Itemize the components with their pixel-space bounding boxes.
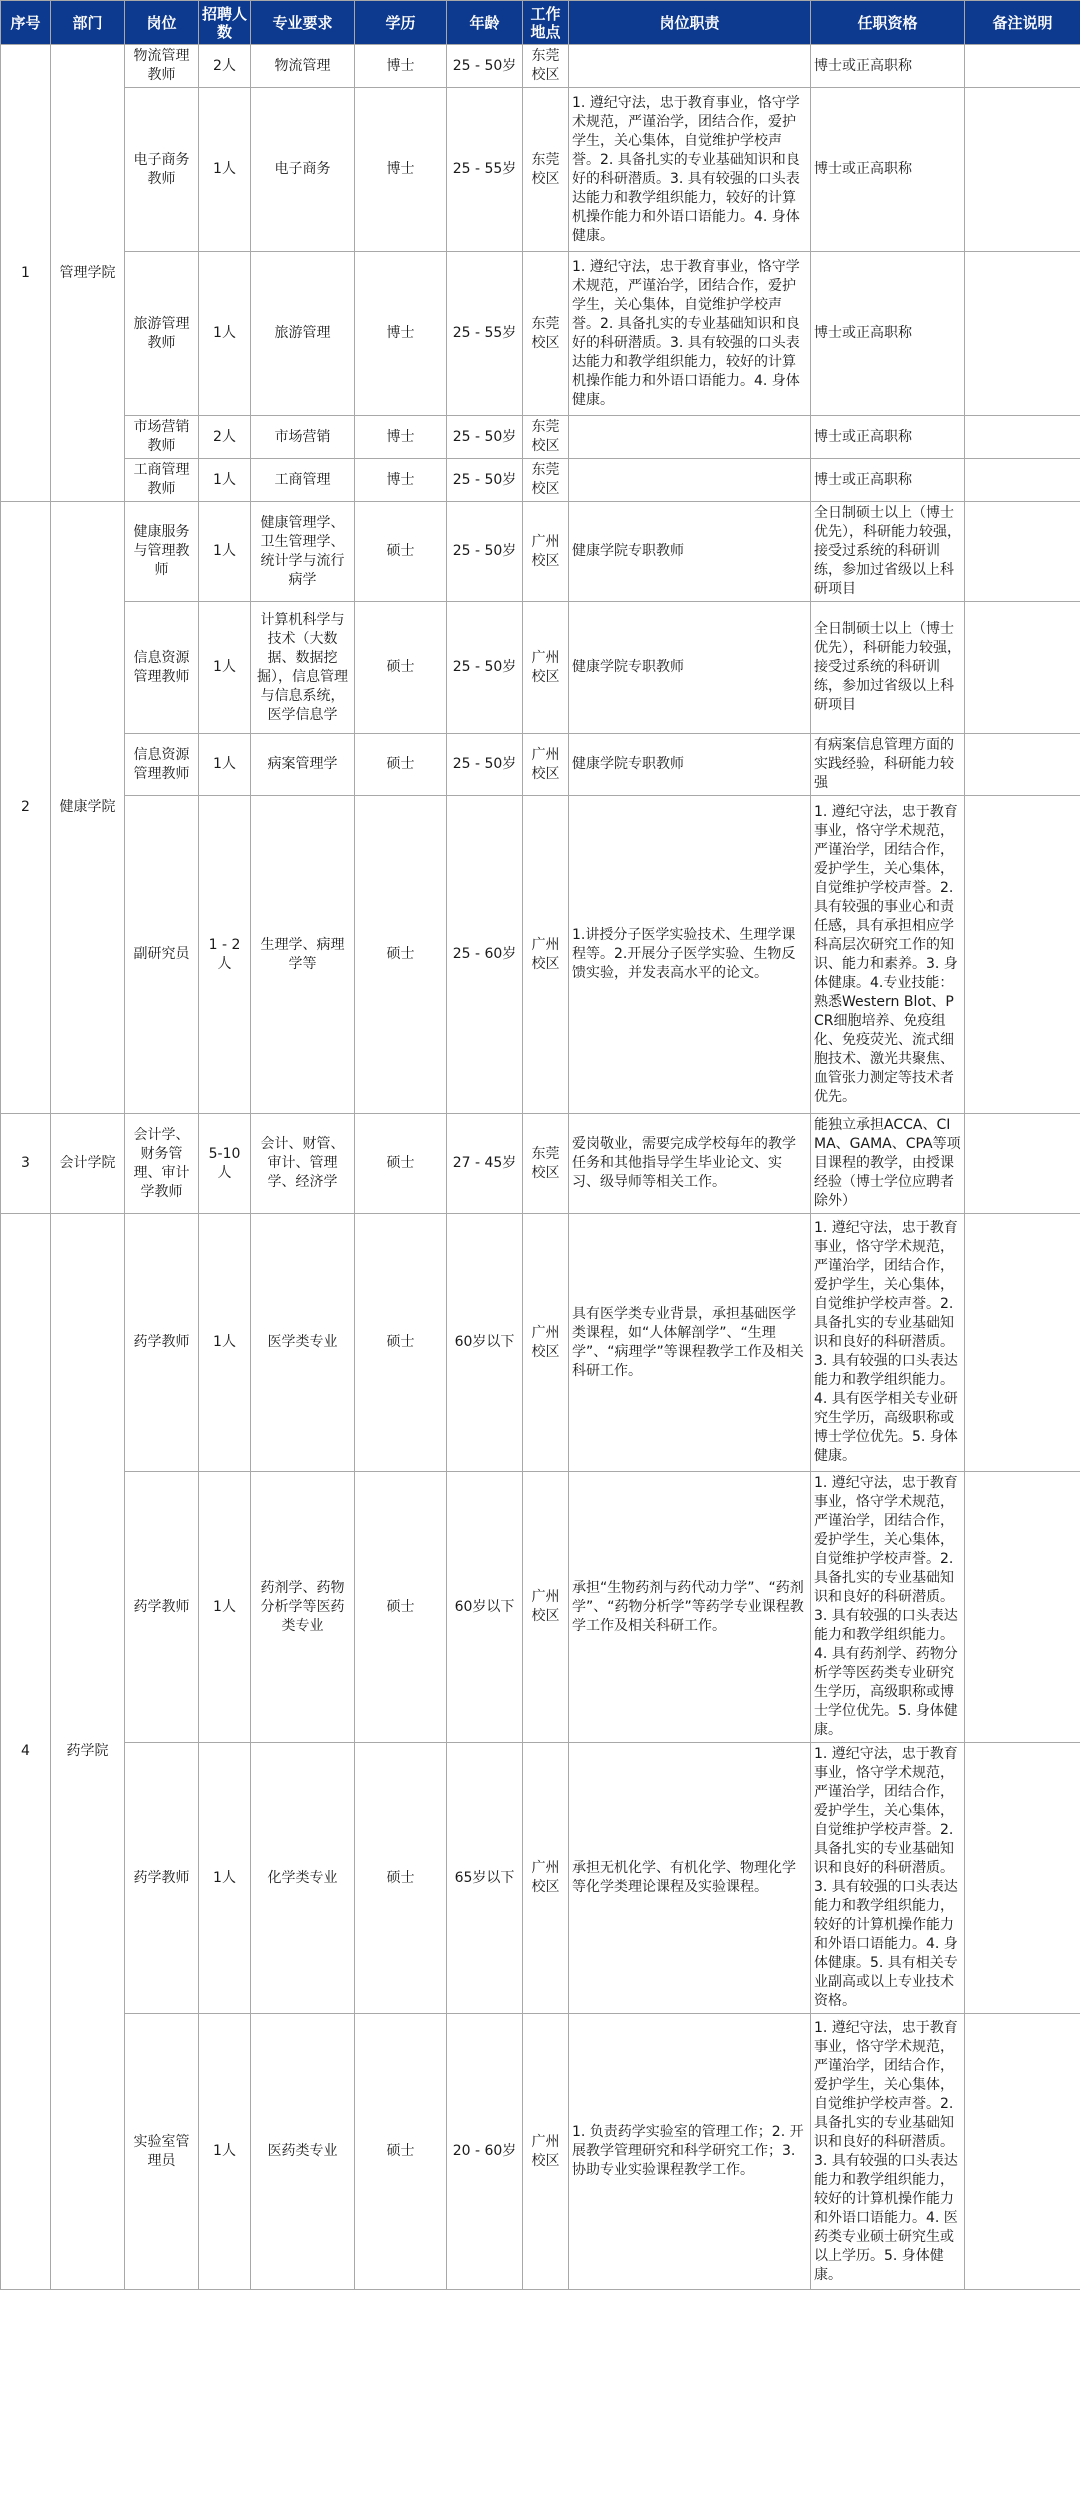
location-cell: 广州校区 [523, 1743, 569, 2014]
header-row [1, 1, 1080, 45]
duties-cell: 1. 负责药学实验室的管理工作；2. 开展教学管理研究和科学研究工作；3. 协助专业实验课程教学工作。 [569, 2014, 811, 2290]
age-cell: 25 - 50岁 [447, 416, 523, 459]
notes-cell [965, 2014, 1080, 2290]
notes-cell [965, 796, 1080, 1114]
duties-cell: 健康学院专职教师 [569, 602, 811, 734]
position-cell: 信息资源管理教师 [125, 734, 199, 796]
age-cell: 25 - 55岁 [447, 252, 523, 416]
count-cell: 2人 [199, 416, 251, 459]
location-cell: 广州校区 [523, 1214, 569, 1472]
col-header-major: 专业要求 [251, 1, 355, 45]
major-cell: 会计、财管、审计、管理学、经济学 [251, 1114, 355, 1214]
count-cell: 1人 [199, 1214, 251, 1472]
location-cell: 广州校区 [523, 502, 569, 602]
dept-cell: 管理学院 [51, 45, 125, 502]
education-cell: 硕士 [355, 1114, 447, 1214]
age-cell: 25 - 60岁 [447, 796, 523, 1114]
position-cell: 药学教师 [125, 1472, 199, 1743]
major-cell: 医学类专业 [251, 1214, 355, 1472]
notes-cell [965, 502, 1080, 602]
location-cell: 广州校区 [523, 1472, 569, 1743]
location-cell: 东莞校区 [523, 252, 569, 416]
seq-cell: 4 [1, 1214, 51, 2290]
age-cell: 20 - 60岁 [447, 2014, 523, 2290]
education-cell: 博士 [355, 45, 447, 88]
qualifications-cell: 1. 遵纪守法，忠于教育事业，恪守学术规范，严谨治学，团结合作，爱护学生，关心集体，自觉维护学校声誉。2. 具有较强的事业心和责任感，具有承担相应学科高层次研究工作的知识、能力和素养。3. 身体健康。4.专业技能：熟悉Western Blot、PCR细胞培养、免疫组化、免疫荧光、流式细胞技术、激光共聚焦、血管张力测定等技术者优先。 [811, 796, 965, 1114]
table-row [1, 252, 1080, 416]
count-cell: 1人 [199, 2014, 251, 2290]
table-row [1, 602, 1080, 734]
major-cell: 市场营销 [251, 416, 355, 459]
qualifications-cell: 能独立承担ACCA、CIMA、GAMA、CPA等项目课程的教学，由授课经验（博士学位应聘者除外） [811, 1114, 965, 1214]
dept-cell: 健康学院 [51, 502, 125, 1114]
notes-cell [965, 1743, 1080, 2014]
qualifications-cell: 1. 遵纪守法，忠于教育事业，恪守学术规范，严谨治学，团结合作，爱护学生，关心集体，自觉维护学校声誉。2. 具备扎实的专业基础知识和良好的科研潜质。3. 具有较强的口头表达能力和教学组织能力，较好的计算机操作能力和外语口语能力。4. 医药类专业硕士研究生或以上学历。5. 身体健康。 [811, 2014, 965, 2290]
notes-cell [965, 416, 1080, 459]
table-row [1, 734, 1080, 796]
notes-cell [965, 1114, 1080, 1214]
col-header-count: 招聘人数 [199, 1, 251, 45]
duties-cell [569, 459, 811, 502]
count-cell: 1人 [199, 459, 251, 502]
table-row [1, 502, 1080, 602]
age-cell: 27 - 45岁 [447, 1114, 523, 1214]
duties-cell [569, 45, 811, 88]
notes-cell [965, 88, 1080, 252]
major-cell: 工商管理 [251, 459, 355, 502]
table-row [1, 796, 1080, 1114]
major-cell: 医药类专业 [251, 2014, 355, 2290]
count-cell: 1人 [199, 502, 251, 602]
seq-cell: 2 [1, 502, 51, 1114]
col-header-qualifications: 任职资格 [811, 1, 965, 45]
education-cell: 博士 [355, 459, 447, 502]
duties-cell: 1.讲授分子医学实验技术、生理学课程等。2.开展分子医学实验、生物反馈实验，并发表高水平的论文。 [569, 796, 811, 1114]
location-cell: 广州校区 [523, 734, 569, 796]
table-row [1, 88, 1080, 252]
major-cell: 健康管理学、卫生管理学、统计学与流行病学 [251, 502, 355, 602]
location-cell: 东莞校区 [523, 88, 569, 252]
qualifications-cell: 1. 遵纪守法，忠于教育事业，恪守学术规范，严谨治学，团结合作，爱护学生，关心集体，自觉维护学校声誉。2. 具备扎实的专业基础知识和良好的科研潜质。3. 具有较强的口头表达能力和教学组织能力。4. 具有药剂学、药物分析学等医药类专业研究生学历，高级职称或博士学位优先。5. 身体健康。 [811, 1472, 965, 1743]
education-cell: 硕士 [355, 1743, 447, 2014]
education-cell: 博士 [355, 88, 447, 252]
major-cell: 药剂学、药物分析学等医药类专业 [251, 1472, 355, 1743]
seq-cell: 1 [1, 45, 51, 502]
notes-cell [965, 1214, 1080, 1472]
location-cell: 广州校区 [523, 2014, 569, 2290]
table-header [1, 1, 1080, 45]
notes-cell [965, 602, 1080, 734]
notes-cell [965, 45, 1080, 88]
table-row [1, 1114, 1080, 1214]
duties-cell: 1. 遵纪守法，忠于教育事业，恪守学术规范，严谨治学，团结合作，爱护学生，关心集体，自觉维护学校声誉。2. 具备扎实的专业基础知识和良好的科研潜质。3. 具有较强的口头表达能力和教学组织能力，较好的计算机操作能力和外语口语能力。4. 身体健康。 [569, 88, 811, 252]
location-cell: 东莞校区 [523, 45, 569, 88]
major-cell: 化学类专业 [251, 1743, 355, 2014]
qualifications-cell: 博士或正高职称 [811, 88, 965, 252]
age-cell: 65岁以下 [447, 1743, 523, 2014]
position-cell: 会计学、财务管理、审计学教师 [125, 1114, 199, 1214]
qualifications-cell: 博士或正高职称 [811, 416, 965, 459]
major-cell: 电子商务 [251, 88, 355, 252]
col-header-seq: 序号 [1, 1, 51, 45]
col-header-notes: 备注说明 [965, 1, 1080, 45]
table-row [1, 1472, 1080, 1743]
duties-cell: 承担“生物药剂与药代动力学”、“药剂学”、“药物分析学”等药学专业课程教学工作及相关科研工作。 [569, 1472, 811, 1743]
dept-cell: 会计学院 [51, 1114, 125, 1214]
education-cell: 硕士 [355, 1214, 447, 1472]
notes-cell [965, 1472, 1080, 1743]
table-row [1, 416, 1080, 459]
location-cell: 东莞校区 [523, 459, 569, 502]
qualifications-cell: 全日制硕士以上（博士优先），科研能力较强，接受过系统的科研训练，参加过省级以上科研项目 [811, 602, 965, 734]
education-cell: 硕士 [355, 502, 447, 602]
count-cell: 5-10人 [199, 1114, 251, 1214]
duties-cell: 1. 遵纪守法，忠于教育事业，恪守学术规范，严谨治学，团结合作，爱护学生，关心集体，自觉维护学校声誉。2. 具备扎实的专业基础知识和良好的科研潜质。3. 具有较强的口头表达能力和教学组织能力，较好的计算机操作能力和外语口语能力。4. 身体健康。 [569, 252, 811, 416]
seq-cell: 3 [1, 1114, 51, 1214]
position-cell: 健康服务与管理教师 [125, 502, 199, 602]
position-cell: 电子商务教师 [125, 88, 199, 252]
col-header-dept: 部门 [51, 1, 125, 45]
education-cell: 硕士 [355, 796, 447, 1114]
col-header-position: 岗位 [125, 1, 199, 45]
location-cell: 广州校区 [523, 796, 569, 1114]
position-cell: 物流管理教师 [125, 45, 199, 88]
position-cell: 工商管理教师 [125, 459, 199, 502]
location-cell: 东莞校区 [523, 416, 569, 459]
location-cell: 东莞校区 [523, 1114, 569, 1214]
age-cell: 25 - 50岁 [447, 602, 523, 734]
duties-cell: 爱岗敬业，需要完成学校每年的教学任务和其他指导学生毕业论文、实习、级导师等相关工作。 [569, 1114, 811, 1214]
col-header-location: 工作地点 [523, 1, 569, 45]
count-cell: 1人 [199, 602, 251, 734]
notes-cell [965, 459, 1080, 502]
major-cell: 物流管理 [251, 45, 355, 88]
duties-cell: 健康学院专职教师 [569, 502, 811, 602]
position-cell: 药学教师 [125, 1214, 199, 1472]
duties-cell: 健康学院专职教师 [569, 734, 811, 796]
count-cell: 1人 [199, 252, 251, 416]
education-cell: 博士 [355, 252, 447, 416]
table-row [1, 459, 1080, 502]
count-cell: 1人 [199, 734, 251, 796]
duties-cell: 承担无机化学、有机化学、物理化学等化学类理论课程及实验课程。 [569, 1743, 811, 2014]
education-cell: 硕士 [355, 602, 447, 734]
qualifications-cell: 全日制硕士以上（博士优先），科研能力较强，接受过系统的科研训练，参加过省级以上科研项目 [811, 502, 965, 602]
dept-cell: 药学院 [51, 1214, 125, 2290]
qualifications-cell: 有病案信息管理方面的实践经验，科研能力较强 [811, 734, 965, 796]
position-cell: 药学教师 [125, 1743, 199, 2014]
col-header-duties: 岗位职责 [569, 1, 811, 45]
position-cell: 旅游管理教师 [125, 252, 199, 416]
qualifications-cell: 1. 遵纪守法，忠于教育事业，恪守学术规范，严谨治学，团结合作，爱护学生，关心集体，自觉维护学校声誉。2. 具备扎实的专业基础知识和良好的科研潜质。3. 具有较强的口头表达能力和教学组织能力。4. 具有医学相关专业研究生学历，高级职称或博士学位优先。5. 身体健康。 [811, 1214, 965, 1472]
count-cell: 1 - 2人 [199, 796, 251, 1114]
table-row [1, 45, 1080, 88]
count-cell: 2人 [199, 45, 251, 88]
qualifications-cell: 博士或正高职称 [811, 252, 965, 416]
qualifications-cell: 1. 遵纪守法，忠于教育事业，恪守学术规范，严谨治学，团结合作，爱护学生，关心集体，自觉维护学校声誉。2. 具备扎实的专业基础知识和良好的科研潜质。3. 具有较强的口头表达能力和教学组织能力，较好的计算机操作能力和外语口语能力。4. 身体健康。5. 具有相关专业副高或以上专业技术资格。 [811, 1743, 965, 2014]
count-cell: 1人 [199, 88, 251, 252]
count-cell: 1人 [199, 1743, 251, 2014]
age-cell: 25 - 50岁 [447, 459, 523, 502]
age-cell: 25 - 50岁 [447, 502, 523, 602]
major-cell: 旅游管理 [251, 252, 355, 416]
age-cell: 60岁以下 [447, 1214, 523, 1472]
position-cell: 实验室管理员 [125, 2014, 199, 2290]
major-cell: 病案管理学 [251, 734, 355, 796]
age-cell: 60岁以下 [447, 1472, 523, 1743]
duties-cell [569, 416, 811, 459]
education-cell: 硕士 [355, 2014, 447, 2290]
age-cell: 25 - 55岁 [447, 88, 523, 252]
duties-cell: 具有医学类专业背景，承担基础医学类课程，如“人体解剖学”、“生理学”、“病理学”等课程教学工作及相关科研工作。 [569, 1214, 811, 1472]
col-header-education: 学历 [355, 1, 447, 45]
education-cell: 硕士 [355, 1472, 447, 1743]
position-cell: 市场营销教师 [125, 416, 199, 459]
education-cell: 博士 [355, 416, 447, 459]
table-body [1, 45, 1080, 2290]
position-cell: 副研究员 [125, 796, 199, 1114]
table-row [1, 2014, 1080, 2290]
major-cell: 计算机科学与技术（大数据、数据挖掘），信息管理与信息系统，医学信息学 [251, 602, 355, 734]
qualifications-cell: 博士或正高职称 [811, 459, 965, 502]
position-cell: 信息资源管理教师 [125, 602, 199, 734]
age-cell: 25 - 50岁 [447, 734, 523, 796]
notes-cell [965, 252, 1080, 416]
table-row [1, 1743, 1080, 2014]
table-row [1, 1214, 1080, 1472]
notes-cell [965, 734, 1080, 796]
age-cell: 25 - 50岁 [447, 45, 523, 88]
location-cell: 广州校区 [523, 602, 569, 734]
education-cell: 硕士 [355, 734, 447, 796]
qualifications-cell: 博士或正高职称 [811, 45, 965, 88]
col-header-age: 年龄 [447, 1, 523, 45]
major-cell: 生理学、病理学等 [251, 796, 355, 1114]
count-cell: 1人 [199, 1472, 251, 1743]
